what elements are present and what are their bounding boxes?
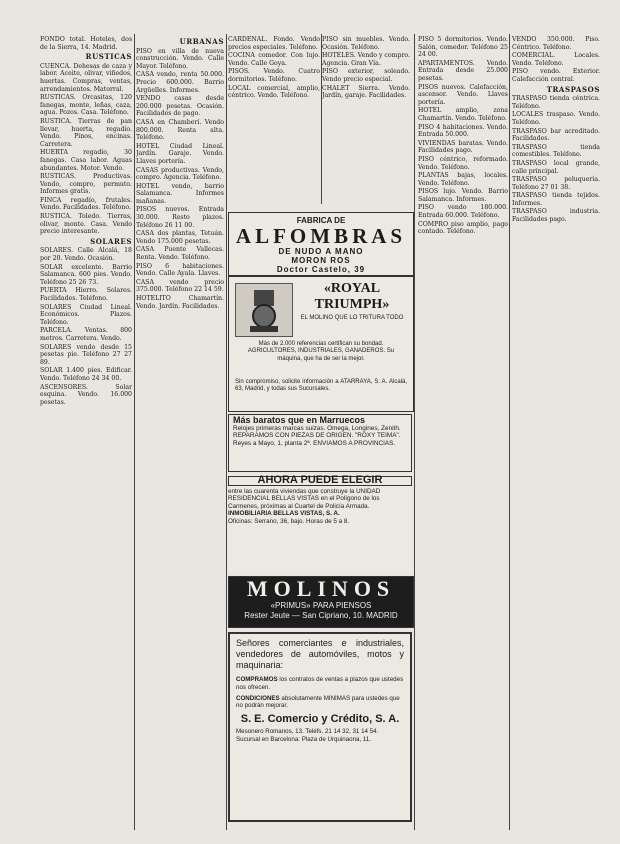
classified-entry: VIVIENDAS baratas. Vendo. Facilidades pago.	[418, 139, 508, 155]
classified-entry: RUSTICAS. Productivas. Vendo, compro, permuto. Informes gratis.	[40, 173, 132, 196]
ad-label: COMPRAMOS	[236, 676, 278, 683]
classified-entry: HUERTA regadío, 30 fanegas. Casa labor. Aguas abundantes. Motor. Vendo.	[40, 149, 132, 172]
column-rule	[134, 34, 135, 830]
classified-entry: PISO vendo. Exterior. Calefacción central.	[512, 68, 600, 83]
classified-entry: HOTEL Ciudad Lineal. Jardín. Garaje. Vendo. Llaves portería.	[136, 142, 224, 165]
relojes-ad	[228, 414, 412, 472]
classified-entry: HOTELES. Vendo y compro. Agencia. Gran Vía.	[322, 52, 410, 67]
classified-entry: PISO en villa de nueva construcción. Vendo. Calle Mayor. Teléfono.	[136, 47, 224, 70]
classified-entry: TRASPASO industria. Facilidades pago.	[512, 208, 600, 224]
ad-headline: Más baratos que en Marruecos	[233, 415, 366, 425]
classified-entry: TRASPASO tienda tejidos. Informes.	[512, 192, 600, 207]
classified-entry: FONDO total. Hoteles, dos de la Sierra, 14. Madrid.	[40, 36, 132, 51]
classified-entry: LOCALES traspaso. Vendo. Teléfono.	[512, 111, 600, 126]
classified-entry: HOTELITO Chamartín. Vendo. Jardín. Facilidades.	[136, 295, 224, 310]
ad-body: Relojes primeras marcas suizas. Omega, Longines, Zenith. REPARAMOS CON PIEZAS DE ORIGEN. "ROXY TEIMA". Reyes a Mayo, 1, planta 2ª. ENVIAMOS A PROVINCIAS.	[233, 424, 401, 447]
ad-address: Mesonero Romanos, 13. Teléfs. 21 14 32, 31 14 54. Sucursal en Barcelona: Plaza de Urquinaona, 11.	[236, 727, 379, 743]
ad-brand: MOLINOS	[246, 576, 396, 601]
classified-entry: PLANTAS bajas, locales. Vendo. Teléfono.	[418, 172, 508, 187]
classified-entry: TRASPASO peluquería. Teléfono 27 01 38.	[512, 176, 600, 191]
classified-column-6	[512, 36, 600, 826]
classified-column-5	[418, 36, 508, 826]
section-heading-urbanas: URBANAS	[179, 37, 224, 46]
classified-entry: CARDENAL. Fondo. Vendo precios especiales. Teléfono.	[228, 36, 320, 51]
ad-body: Más de 2.000 referencias certifican su bondad. AGRICULTORES, INDUSTRIALES, GANADEROS. Su máquina, que ha de ser la mejor.	[247, 341, 395, 362]
ad-text: absolutamente MINIMAS para ustedes que no podrán mejorar.	[236, 694, 400, 710]
ad-intro: Señores comerciantes e industriales, vendedores de automóviles, motos y maquinaria:	[236, 638, 404, 670]
royal-triumph-ad	[228, 276, 414, 412]
classified-entry: CASA vendo, renta 50.000. Precio 600.000. Barrio Argüelles. Informes.	[136, 71, 224, 94]
classified-column-3	[228, 36, 320, 196]
classified-entry: SOLAR excelente. Barrio Salamanca. 600 pies. Vendo. Teléfono 25 26 73.	[40, 263, 132, 286]
classified-entry: CASA Puente Vallecas. Renta. Vendo. Teléfono.	[136, 246, 224, 262]
classified-column-4	[322, 36, 410, 196]
column-rule	[509, 34, 510, 830]
classified-entry: HOTEL vendo, barrio Salamanca. Informes mañanas.	[136, 182, 224, 205]
ad-footer: Sin compromiso, solicite información a ATARRAYA, S. A. Alcalá, 63, Madrid, y todas sus Sucursales.	[235, 379, 407, 393]
classified-entry: SOLARES Ciudad Lineal. Económicos. Plazos. Teléfono.	[40, 303, 132, 326]
classified-entry: CASAS productivas. Vendo, compro. Agencia. Teléfono.	[136, 166, 224, 182]
ad-label: CONDICIONES	[236, 694, 280, 702]
classified-column-2	[136, 36, 224, 826]
section-heading-traspasos: TRASPASOS	[546, 84, 600, 94]
ad-line: DE NUDO A MANO	[278, 247, 364, 256]
ad-line: Rester Jeute	[244, 611, 290, 620]
classified-entry: FINCA regadío, frutales. Vendo. Facilidades. Teléfono.	[40, 196, 132, 212]
column-rule	[226, 34, 227, 830]
classified-entry: TRASPASO bar acreditado. Facilidades.	[512, 127, 600, 143]
comercio-credito-ad	[228, 632, 412, 822]
molinos-primus-ad	[228, 576, 414, 628]
classified-entry: CASA dos plantas, Tetuán. Vendo 175.000 pesetas.	[136, 230, 224, 245]
classified-entry: HOTEL amplio, zona Chamartín. Vendo. Teléfono.	[418, 107, 508, 122]
mill-machine-illustration	[235, 283, 293, 337]
ad-line	[229, 601, 413, 611]
classified-entry: PISO 5 dormitorios. Vendo. Salón, comedor. Teléfono 25 24 00.	[418, 36, 508, 59]
column-rule	[414, 34, 415, 830]
classified-entry: PISOS nuevos. Calefacción, ascensor. Vendo. Llaves portería.	[418, 83, 508, 106]
ad-line: «PRIMUS»	[270, 601, 311, 610]
classified-entry: COMERCIAL. Locales. Vendo. Teléfono.	[512, 52, 600, 67]
ad-paragraph	[236, 676, 404, 692]
classified-entry: PISOS nuevos. Entrada 30.000. Resto plazos. Teléfono 26 11 00.	[136, 206, 224, 229]
classified-entry: CASA vendo precio 375.000. Teléfono 22 14 59.	[136, 278, 224, 294]
classified-entry: PARCELA. Ventas. 800 metros. Carretera. Vendo.	[40, 327, 132, 342]
ad-company: INMOBILIARIA BELLAS VISTAS, S. A.	[228, 510, 340, 518]
classified-entry: CUENCA. Dehesas de caza y labor. Aceite, olivar, viñedos, huertas. Compras, ventas, arrendamientos. Matorral.	[40, 62, 132, 93]
ad-headline: ALFOMBRAS	[235, 224, 407, 248]
ad-brand: «ROYAL TRIUMPH»	[314, 281, 390, 312]
classified-entry: PISO sin muebles. Vendo. Ocasión. Teléfono.	[322, 36, 410, 51]
classified-column-1	[40, 36, 132, 826]
classified-entry: COCINA comedor. Con lujo. Vendo. Calle Goya.	[228, 52, 320, 67]
ad-headline: AHORA PUEDE ELEGIR	[228, 476, 412, 486]
classified-entry: VENDO 350.000. Piso. Céntrico. Teléfono.	[512, 36, 600, 51]
section-heading-solares: SOLARES	[90, 236, 132, 246]
classified-entry: TRASPASO tienda céntrica. Teléfono.	[512, 95, 600, 110]
ad-slogan: EL MOLINO QUE LO TRITURA TODO	[300, 315, 404, 321]
classified-entry: PISO 4 habitaciones. Vendo. Entrada 50.000.	[418, 123, 508, 139]
classified-entry: PISO 6 habitaciones. Vendo. Calle Ayala. Llaves.	[136, 262, 224, 278]
classified-entry: COMPRO piso amplio, pago contado. Teléfono.	[418, 220, 508, 236]
ad-line: FABRICA DE	[296, 216, 346, 225]
ad-contact: Oficinas: Serrano, 36, bajo. Horas de 5 a 8.	[228, 517, 350, 525]
classified-entry: CHALET Sierra. Vendo. Jardín, garaje. Facilidades.	[322, 84, 410, 100]
classified-entry: VENDO casas desde 200.000 pesetas. Ocasión. Facilidades de pago.	[136, 95, 224, 118]
ad-paragraph	[236, 695, 404, 711]
classified-entry: PISOS. Vendo. Cuatro dormitorios. Teléfono.	[228, 68, 320, 83]
classified-entry: PISO exterior, soleado. Vendo precio especial.	[322, 68, 410, 83]
classified-entry: RUSTICAS. Orcasitas, 120 fanegas, monte, leñas, caza, agua. Pozos. Casa. Teléfono.	[40, 94, 132, 117]
section-heading-rusticas: RUSTICAS	[85, 52, 132, 62]
classified-entry: TRASPASO local grande, calle principal.	[512, 159, 600, 175]
classified-entry: RUSTICA. Tierras de pan llevar, huerta, regadío. Vendo. Pinos, encinas. Carretera.	[40, 117, 132, 148]
classified-entry: RUSTICA. Toledo. Tierras, olivar, monte. Casa. Vendo precio interesante.	[40, 213, 132, 236]
classified-entry: PISO céntrico, reformado. Vendo. Teléfono.	[418, 155, 508, 171]
classified-entry: PUERTA Hierro. Solares. Facilidades. Teléfono.	[40, 287, 132, 302]
ad-text: los contratos de ventas a plazos que ustedes nos ofrecen.	[236, 676, 404, 691]
bellas-vistas-ad	[228, 474, 412, 572]
ad-line: Rester Jeute — San Cipriano, 10. MADRID	[244, 611, 398, 620]
ad-company: S. E. Comercio y Crédito, S. A.	[240, 713, 400, 726]
classified-entry: SOLARES. Calle Alcalá, 18 por 20. Vendo. Ocasión.	[40, 247, 132, 263]
classified-entry: SOLARES vendo desde 15 pesetas pie. Teléfono 27 27 89.	[40, 343, 132, 366]
ad-line: PARA PIENSOS	[312, 601, 372, 610]
classified-entry: CASA en Chamberí. Vendo 800.000. Renta alta. Teléfono.	[136, 118, 224, 142]
classified-entry: TRASPASO tienda comestibles. Teléfono.	[512, 143, 600, 159]
ad-address: San Cipriano, 10. MADRID	[302, 611, 398, 620]
ad-address: Doctor Castelo, 39	[276, 265, 366, 274]
ad-line: MORON ROS	[291, 256, 351, 265]
classified-entry: LOCAL comercial, amplio, céntrico. Vendo. Teléfono.	[228, 84, 320, 100]
alfombras-ad	[228, 212, 414, 276]
classified-entry: SOLAR 1.400 pies. Edificar. Vendo. Teléfono 24 34 00.	[40, 367, 132, 382]
classified-entry: PISOS lujo. Vendo. Barrio Salamanca. Informes.	[418, 188, 508, 203]
classified-entry: PISO vendo 180.000. Entrada 60.000. Teléfono.	[418, 204, 508, 220]
ad-body: entre las cuarenta viviendas que construye la UNIDAD RESIDENCIAL BELLAS VISTAS en el Polígono de los Carmenes, próximas al Cuartel de Policía Armada.	[228, 487, 381, 510]
classified-entry: APARTAMENTOS. Vendo. Entrada desde 25.000 pesetas.	[418, 59, 508, 82]
classified-entry: ASCENSORES. Solar esquina. Vendo. 16.000 pesetas.	[40, 383, 132, 406]
